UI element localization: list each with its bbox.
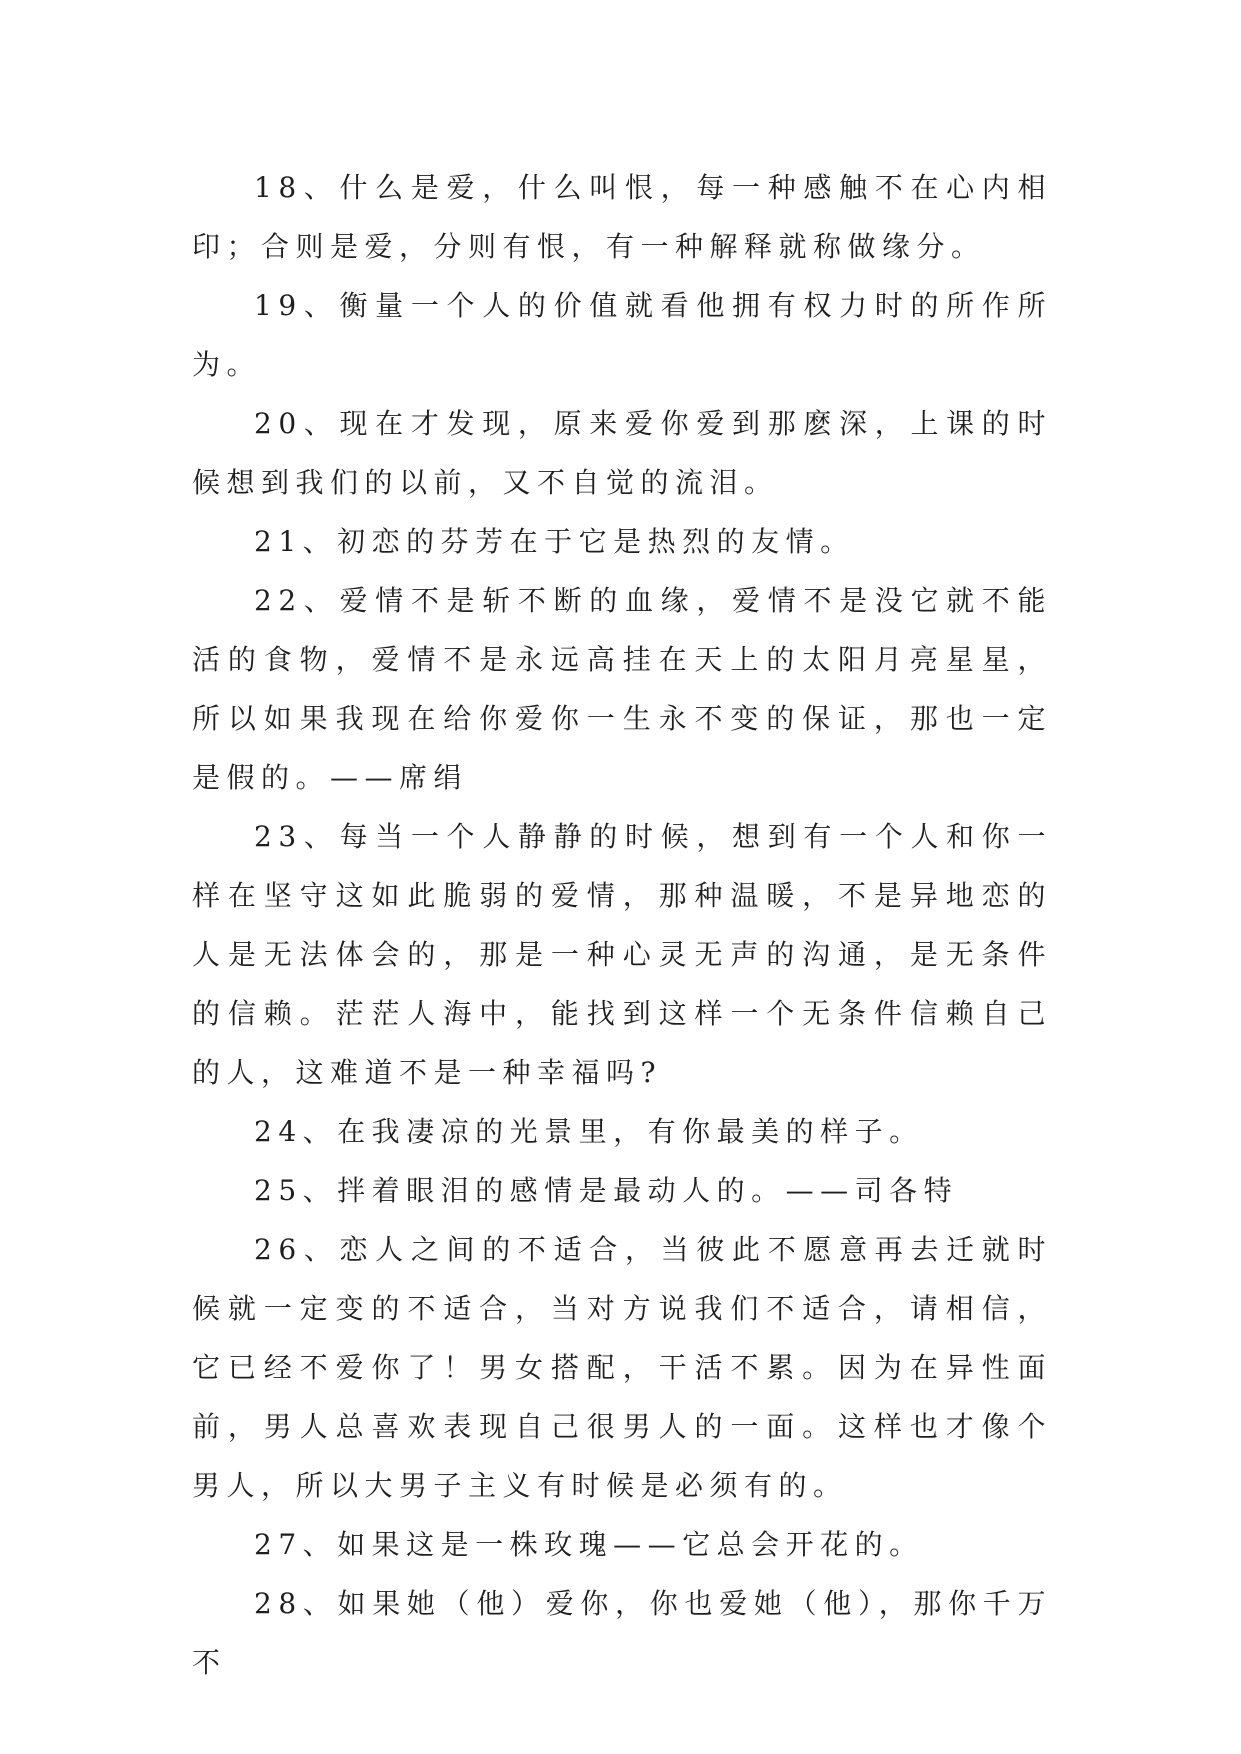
paragraph-26: 26、恋人之间的不适合，当彼此不愿意再去迁就时候就一定变的不适合，当对方说我们不适合，请相信，它已经不爱你了！男女搭配，干活不累。因为在异性面前，男人总喜欢表现自己很男人的一面。这样也才像个男人，所以大男子主义有时候是必须有的。	[192, 1233, 1052, 1502]
paragraph-25: 25、拌着眼泪的感情是最动人的。——司各特	[254, 1174, 959, 1207]
paragraph-22: 22、爱情不是斩不断的血缘，爱情不是没它就不能活的食物，爱情不是永远高挂在天上的太阳月亮星星，所以如果我现在给你爱你一生永不变的保证，那也一定是假的。——席绢	[192, 584, 1052, 794]
document-body	[192, 158, 1052, 1692]
paragraph-21: 21、初恋的芬芳在于它是热烈的友情。	[254, 525, 855, 558]
paragraph-24: 24、在我凄凉的光景里，有你最美的样子。	[254, 1115, 924, 1148]
paragraph-18: 18、什么是爱，什么叫恨，每一种感触不在心内相印；合则是爱，分则有恨，有一种解释就称做缘分。	[192, 171, 1052, 263]
paragraph-23: 23、每当一个人静静的时候，想到有一个人和你一样在坚守这如此脆弱的爱情，那种温暖，不是异地恋的人是无法体会的，那是一种心灵无声的沟通，是无条件的信赖。茫茫人海中，能找到这样一个无条件信赖自己的人，这难道不是一种幸福吗?	[192, 820, 1052, 1089]
paragraph-20: 20、现在才发现，原来爱你爱到那麽深，上课的时候想到我们的以前，又不自觉的流泪。	[192, 407, 1052, 499]
paragraph-28: 28、如果她（他）爱你，你也爱她（他），那你千万不	[192, 1587, 1052, 1679]
paragraph-19: 19、衡量一个人的价值就看他拥有权力时的所作所为。	[192, 289, 1052, 381]
paragraph-27: 27、如果这是一株玫瑰——它总会开花的。	[254, 1528, 924, 1561]
